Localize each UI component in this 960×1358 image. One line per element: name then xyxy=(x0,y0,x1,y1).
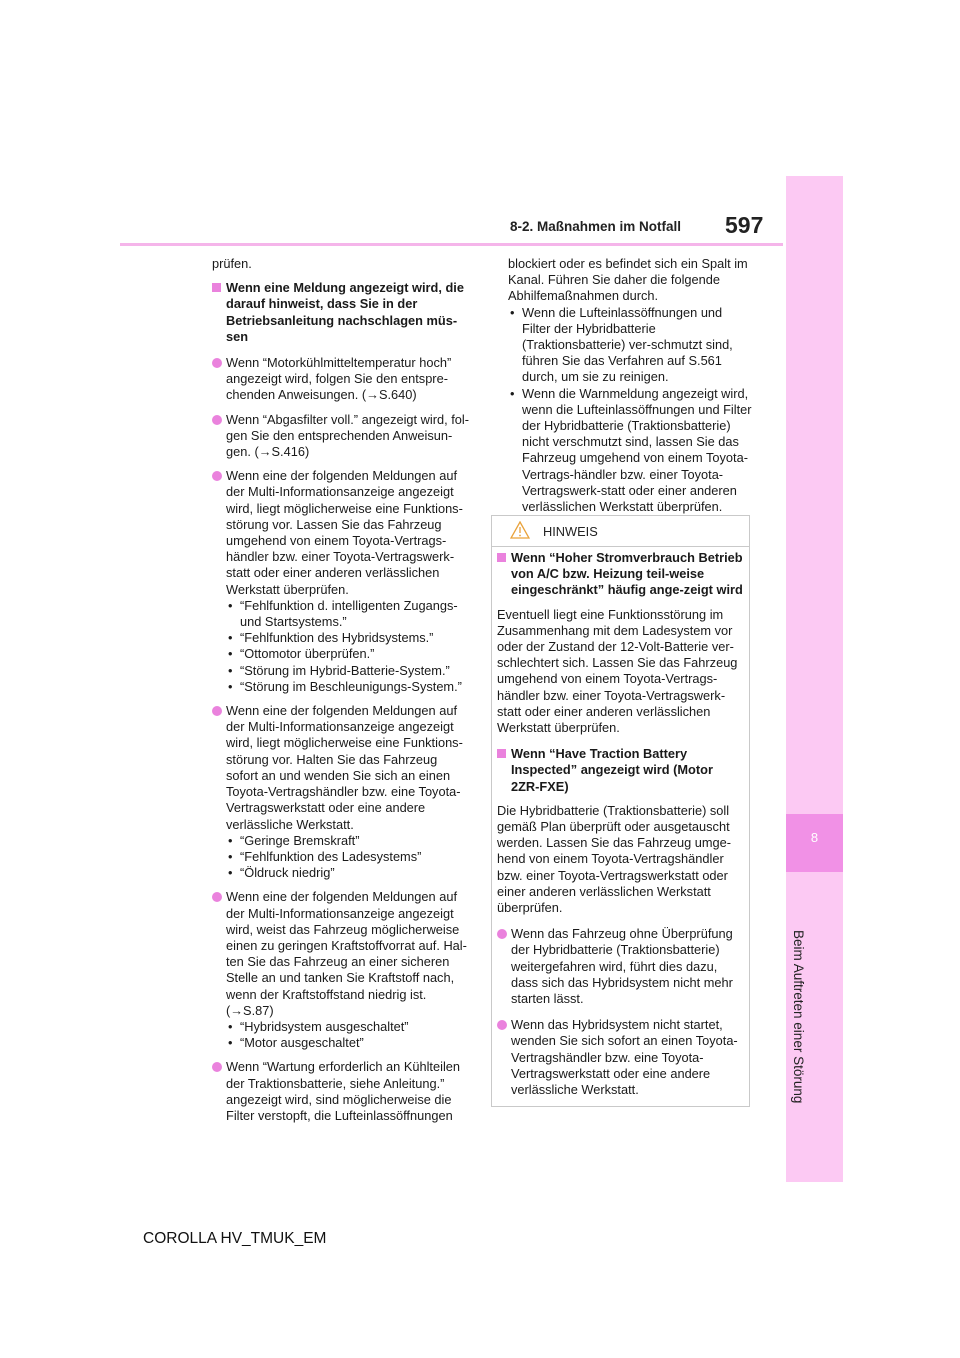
list-item xyxy=(212,1059,470,1124)
remedy-item: • Wenn die Lufteinlassöffnungen und Filter der Hybridbatterie (Traktionsbatterie) ver-schmutzt sind, führen Sie das Verfahren auf S.561 durch, um sie zu reinigen. xyxy=(510,304,733,385)
square-bullet-icon xyxy=(497,553,506,562)
message-list xyxy=(226,1019,470,1051)
left-column xyxy=(212,256,470,1132)
message-item: • “Geringe Bremskraft” xyxy=(228,832,360,848)
list-item-text: Wenn “Motorkühlmitteltemperatur hoch” angezeigt wird, folgen Sie den entspre-chenden Anweisungen. (→S.640) xyxy=(226,355,452,403)
message-list xyxy=(226,598,470,695)
list-item xyxy=(212,468,470,695)
remedy-item: • Wenn die Warnmeldung angezeigt wird, wenn die Lufteinlassöffnungen und Filter der Hybridbatterie (Traktionsbatterie) nicht verschmutzt sind, lassen Sie das Fahrzeug umgehend von einem Toyota-Vertrags-händler bzw. einer Toyota-Vertragswerk-statt oder einer anderen verlässlichen Werkstatt überprüfen. xyxy=(510,385,752,515)
section-heading-text: Wenn eine Meldung angezeigt wird, die darauf hinweist, dass Sie in der Betriebsanleitung nachschlagen müs-sen xyxy=(226,280,464,344)
notice-bullet: Wenn das Hybridsystem nicht startet, wenden Sie sich sofort an einen Toyota-Vertragshändler bzw. eine Toyota-Vertragswerkstatt oder eine andere verlässliche Werkstatt. xyxy=(497,1017,743,1098)
list-item xyxy=(212,889,470,1051)
message-item: • “Hybridsystem ausgeschaltet” xyxy=(228,1018,409,1034)
list-item xyxy=(212,412,470,461)
section-heading xyxy=(212,280,470,345)
square-bullet-icon xyxy=(497,749,506,758)
circle-bullet-icon xyxy=(497,929,507,939)
list-item-text: Wenn “Wartung erforderlich an Kühlteilen der Traktionsbatterie, siehe Anleitung.” angezeigt wird, sind möglicherweise die Filter verstopft, die Lufteinlassöffnungen xyxy=(226,1059,461,1123)
list-item-text: Wenn eine der folgenden Meldungen auf der Multi-Informationsanzeige angezeigt wird, weist das Fahrzeug möglicherweise einen zu geringen Kraftstoffvorrat auf. Hal-ten Sie das Fahrzeug an einer sicheren Stelle an und tanken Sie Kraftstoff nach, wenn der Kraftstoffstand niedrig ist. (→S.87) xyxy=(226,889,467,1018)
message-item: • “Öldruck niedrig” xyxy=(228,865,335,881)
list-item xyxy=(212,703,470,881)
circle-bullet-icon xyxy=(212,415,222,425)
message-item: • “Ottomotor überprüfen.” xyxy=(228,646,375,662)
circle-bullet-icon xyxy=(212,892,222,902)
notice-body xyxy=(497,550,743,1106)
message-item: • “Fehlfunktion d. intelligenten Zugangs- und Startsystems.” xyxy=(228,597,458,630)
intro-text: prüfen. xyxy=(212,256,252,271)
warning-triangle-icon xyxy=(510,521,530,539)
notice-header xyxy=(492,516,749,547)
notice-heading: Wenn “Hoher Stromverbrauch Betrieb von A/C bzw. Heizung teil-weise eingeschränkt” häufig ange-zeigt wird xyxy=(497,550,743,599)
chapter-title: Beim Auftreten einer Störung xyxy=(791,930,806,1104)
notice-text: Eventuell liegt eine Funktionsstörung im Zusammenhang mit dem Ladesystem vor oder der Zustand der 12-Volt-Batterie ver-schlechtert sich. Lassen Sie das Fahrzeug umgehend von einem Toyota-Vertrags-händler bzw. einer Toyota-Vertragswerk-statt oder einer anderen verlässlichen Werkstatt überprüfen. xyxy=(497,606,738,736)
notice-text: Die Hybridbatterie (Traktionsbatterie) soll gemäß Plan überprüft oder ausgetauscht werden. Lassen Sie das Fahrzeug umge-hend von einem Toyota-Vertragshändler bzw. einer Toyota-Vertragswerkstatt oder einer anderen verlässlichen Werkstatt überprüfen. xyxy=(497,802,732,916)
footer-model: COROLLA HV_TMUK_EM xyxy=(143,1230,327,1247)
message-item: • “Störung im Hybrid-Batterie-System.” xyxy=(228,662,450,678)
list-item-text: Wenn eine der folgenden Meldungen auf der Multi-Informationsanzeige angezeigt wird, liegt möglicherweise eine Funktions-störung vor. Lassen Sie das Fahrzeug umgehend von einem Toyota-Vertrags-händler bzw. einer Toyota-Vertragswerk-statt oder einer anderen verlässlichen Werkstatt überprüfen. xyxy=(226,468,463,597)
page-number: 597 xyxy=(725,212,764,238)
notice-heading: Wenn “Have Traction Battery Inspected” angezeigt wird (Motor 2ZR-FXE) xyxy=(497,746,743,795)
header-rule xyxy=(120,243,783,246)
notice-box xyxy=(491,515,750,1107)
list-item-text: Wenn eine der folgenden Meldungen auf der Multi-Informationsanzeige angezeigt wird, liegt möglicherweise eine Funktions-störung vor. Halten Sie das Fahrzeug sofort an und wenden Sie sich an einen Toyota-Vertragshändler bzw. eine Toyota-Vertragswerkstatt oder eine andere verlässliche Werkstatt. xyxy=(226,703,463,832)
chapter-number: 8 xyxy=(810,830,819,845)
notice-bullet: Wenn das Fahrzeug ohne Überprüfung der Hybridbatterie (Traktionsbatterie) weitergefahren wird, führt dies dazu, dass sich das Hybridsystem nicht mehr starten lässt. xyxy=(497,926,743,1007)
section-header: 8-2. Maßnahmen im Notfall xyxy=(510,219,682,234)
list-item-text: Wenn “Abgasfilter voll.” angezeigt wird, fol-gen Sie den entsprechenden Anweisun-gen. (→S.416) xyxy=(226,411,470,460)
right-column xyxy=(508,256,752,515)
list-item xyxy=(212,355,470,404)
continuation-text: blockiert oder es befindet sich ein Spalt im Kanal. Führen Sie daher die folgende Abhilfemaßnahmen durch. xyxy=(508,256,748,304)
circle-bullet-icon xyxy=(212,706,222,716)
notice-label: HINWEIS xyxy=(543,524,598,539)
square-bullet-icon xyxy=(212,283,221,292)
circle-bullet-icon xyxy=(212,1062,222,1072)
message-item: • “Störung im Beschleunigungs-System.” xyxy=(228,678,462,694)
message-item: • “Fehlfunktion des Ladesystems” xyxy=(228,848,422,864)
remedy-list xyxy=(508,305,752,516)
circle-bullet-icon xyxy=(212,471,222,481)
circle-bullet-icon xyxy=(497,1020,507,1030)
circle-bullet-icon xyxy=(212,358,222,368)
message-item: • “Fehlfunktion des Hybridsystems.” xyxy=(228,630,434,646)
message-list xyxy=(226,833,470,882)
message-item: • “Motor ausgeschaltet” xyxy=(228,1035,364,1051)
